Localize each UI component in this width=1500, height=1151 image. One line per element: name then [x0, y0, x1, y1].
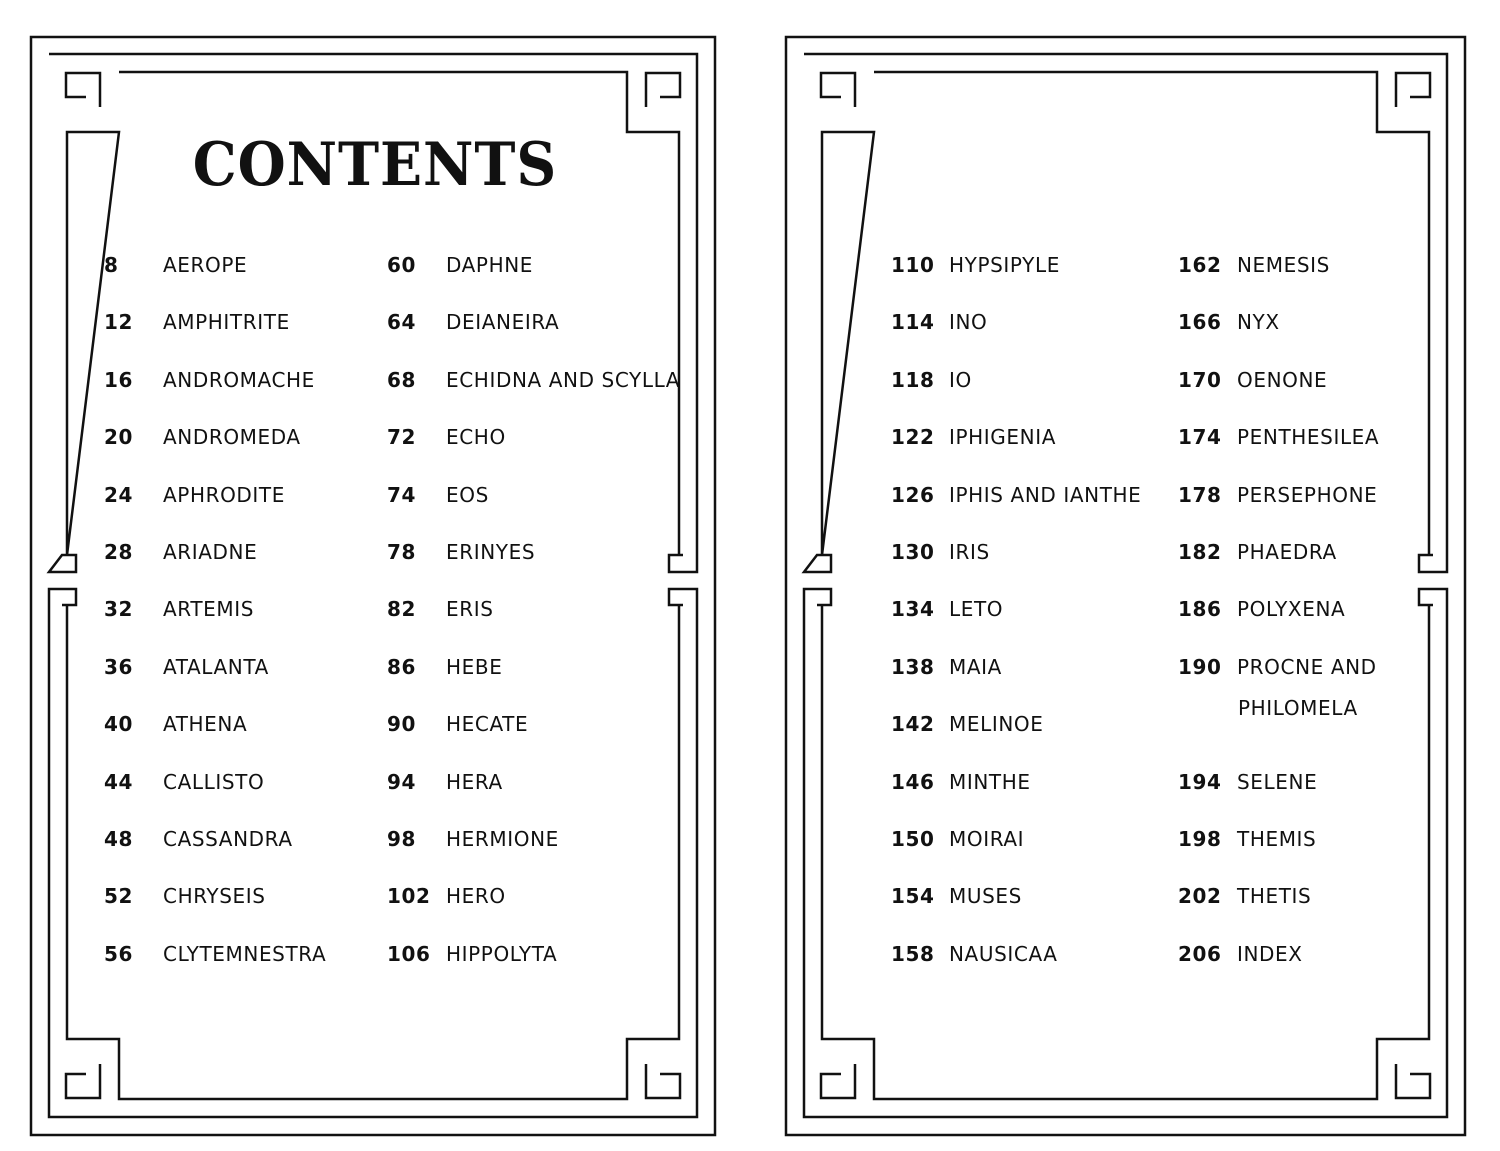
toc-entry-title: PROCNE AND — [1237, 654, 1377, 679]
toc-entry-title: MAIA — [949, 654, 1002, 679]
toc-entry-title: MINTHE — [949, 769, 1031, 794]
toc-entry-title: DAPHNE — [446, 253, 534, 277]
toc-page-number: 142 — [891, 712, 935, 737]
toc-page-number: 72 — [387, 425, 417, 450]
toc-page-number: 8 — [104, 253, 119, 277]
toc-entry-title: ATHENA — [163, 712, 248, 737]
toc-entry-title: THETIS — [1237, 884, 1312, 909]
toc-page-number: 178 — [1178, 482, 1222, 507]
toc-page-number: 56 — [104, 941, 134, 966]
toc-entry-title: CLYTEMNESTRA — [163, 941, 327, 966]
toc-entry-title: APHRODITE — [163, 482, 285, 507]
toc-entry-title: ECHIDNA AND SCYLLA — [446, 367, 681, 392]
toc-page-number: 74 — [387, 482, 417, 507]
toc-page-number: 28 — [104, 540, 134, 564]
toc-page-number: 146 — [891, 769, 935, 794]
toc-entry-title: IO — [949, 367, 972, 392]
toc-entry-title: INO — [949, 310, 988, 335]
toc-entry-title: SELENE — [1237, 769, 1318, 794]
toc-page-number: 162 — [1178, 253, 1222, 277]
toc-page-number: 150 — [891, 827, 935, 851]
toc-entry-title: AEROPE — [163, 253, 248, 277]
toc-page-number: 12 — [104, 310, 134, 335]
toc-entry-title: IRIS — [949, 540, 990, 564]
toc-entry-title: CHRYSEIS — [163, 884, 266, 909]
toc-page-number: 114 — [891, 310, 935, 335]
toc-page-number: 102 — [387, 884, 431, 909]
toc-entry-title: NAUSICAA — [949, 941, 1058, 966]
toc-page-number: 138 — [891, 654, 935, 679]
toc-page-number: 170 — [1178, 367, 1222, 392]
toc-entry-title: ANDROMACHE — [163, 367, 315, 392]
toc-entry-title: ARIADNE — [163, 540, 258, 564]
toc-entry-title: CALLISTO — [163, 769, 265, 794]
toc-entry-title: PERSEPHONE — [1237, 482, 1378, 507]
toc-page-number: 52 — [104, 884, 134, 909]
toc-page-number: 78 — [387, 540, 417, 564]
toc-page-number: 44 — [104, 769, 134, 794]
toc-page-number: 40 — [104, 712, 134, 737]
toc-entry-title: IPHIGENIA — [949, 425, 1056, 450]
toc-page-number: 154 — [891, 884, 935, 909]
toc-page-number: 206 — [1178, 941, 1222, 966]
toc-page-number: 190 — [1178, 654, 1222, 679]
toc-entry-title: HERA — [446, 769, 503, 794]
toc-page-number: 202 — [1178, 884, 1222, 909]
toc-page-number: 94 — [387, 769, 417, 794]
toc-page-number: 86 — [387, 654, 417, 679]
toc-entry-title: HIPPOLYTA — [446, 941, 558, 966]
toc-entry-title: MELINOE — [949, 712, 1044, 737]
toc-entry-title: EOS — [446, 482, 489, 507]
toc-page-number: 20 — [104, 425, 134, 450]
toc-entry-title: PENTHESILEA — [1237, 425, 1380, 450]
toc-page-number: 64 — [387, 310, 417, 335]
toc-page-number: 98 — [387, 827, 417, 851]
toc-entry-title: HERMIONE — [446, 827, 559, 851]
toc-page-number: 134 — [891, 597, 935, 622]
toc-entry-title: CASSANDRA — [163, 827, 293, 851]
toc-page-number: 82 — [387, 597, 417, 622]
toc-entry-title: NEMESIS — [1237, 253, 1330, 277]
toc-page-number: 174 — [1178, 425, 1222, 450]
toc-page-number: 60 — [387, 253, 417, 277]
toc-entry-title: HEBE — [446, 654, 503, 679]
toc-page-number: 194 — [1178, 769, 1222, 794]
toc-entry-title: ERINYES — [446, 540, 536, 564]
toc-entry-title: ARTEMIS — [163, 597, 255, 622]
toc-entry-title: INDEX — [1237, 941, 1303, 966]
toc-page-number: 32 — [104, 597, 134, 622]
toc-page-number: 106 — [387, 941, 431, 966]
toc-entry-title: MOIRAI — [949, 827, 1025, 851]
toc-entry-title-continued: PHILOMELA — [1238, 695, 1358, 720]
toc-entry-title: THEMIS — [1237, 827, 1317, 851]
toc-entry-title: OENONE — [1237, 367, 1328, 392]
toc-page-number: 158 — [891, 941, 935, 966]
toc-entry-title: ECHO — [446, 425, 506, 450]
toc-page-number: 48 — [104, 827, 134, 851]
toc-page-number: 130 — [891, 540, 935, 564]
toc-entry-title: MUSES — [949, 884, 1022, 909]
toc-page-number: 90 — [387, 712, 417, 737]
toc-entry-title: ANDROMEDA — [163, 425, 301, 450]
toc-entry-title: POLYXENA — [1237, 597, 1346, 622]
contents-page-right — [755, 0, 1500, 1151]
toc-page-number: 110 — [891, 253, 935, 277]
greek-key-border-frame — [755, 0, 1500, 1151]
toc-entry-title: NYX — [1237, 310, 1280, 335]
toc-page-number: 186 — [1178, 597, 1222, 622]
toc-page-number: 122 — [891, 425, 935, 450]
toc-entry-title: HECATE — [446, 712, 529, 737]
toc-entry-title: DEIANEIRA — [446, 310, 560, 335]
toc-entry-title: HYPSIPYLE — [949, 253, 1060, 277]
toc-page-number: 118 — [891, 367, 935, 392]
toc-page-number: 36 — [104, 654, 134, 679]
toc-page-number: 24 — [104, 482, 134, 507]
toc-entry-title: ATALANTA — [163, 654, 269, 679]
toc-page-number: 126 — [891, 482, 935, 507]
toc-page-number: 198 — [1178, 827, 1222, 851]
toc-page-number: 68 — [387, 367, 417, 392]
toc-page-number: 166 — [1178, 310, 1222, 335]
toc-entry-title: PHAEDRA — [1237, 540, 1337, 564]
toc-entry-title: AMPHITRITE — [163, 310, 290, 335]
toc-entry-title: HERO — [446, 884, 506, 909]
toc-entry-title: ERIS — [446, 597, 494, 622]
toc-entry-title: IPHIS AND IANTHE — [949, 482, 1142, 507]
contents-title: CONTENTS — [192, 130, 558, 200]
toc-page-number: 182 — [1178, 540, 1222, 564]
toc-entry-title: LETO — [949, 597, 1004, 622]
toc-page-number: 16 — [104, 367, 134, 392]
